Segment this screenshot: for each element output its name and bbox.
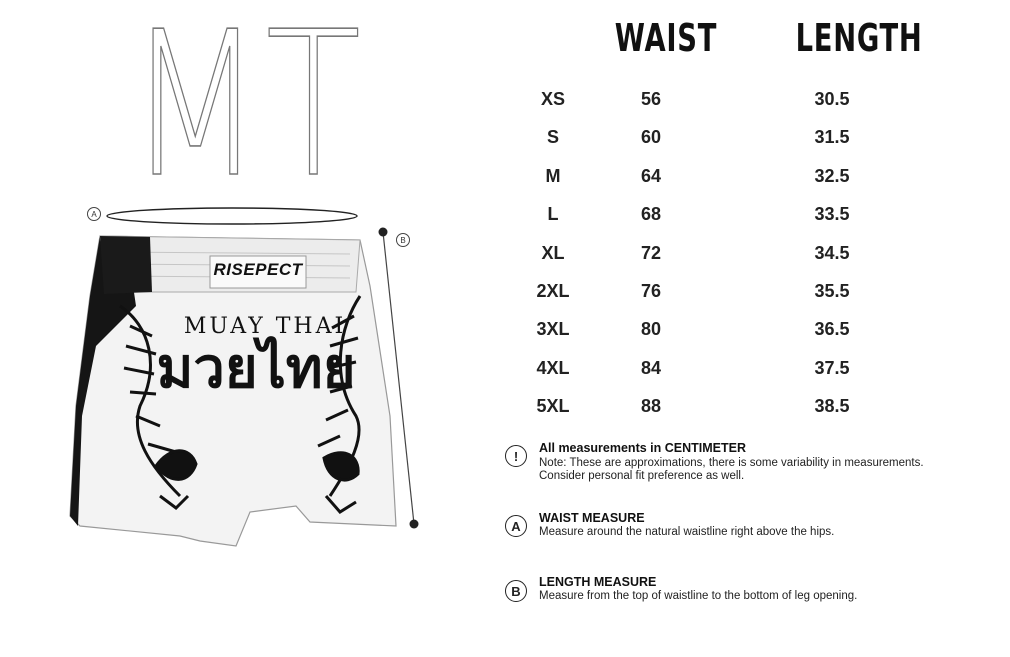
cell-length: 32.5 — [814, 166, 850, 186]
cell-size: 2XL — [536, 281, 570, 301]
cell-length: 33.5 — [814, 204, 850, 224]
waist-note-text: Measure around the natural waistline right above the hips. — [539, 526, 835, 538]
brand-label: RISEPECT — [213, 260, 303, 279]
cell-waist: 76 — [640, 281, 662, 301]
info-note-line2: Consider personal fit preference as well. — [539, 470, 745, 482]
cell-waist: 80 — [640, 319, 662, 339]
length-note-text: Measure from the top of waistline to the bottom of leg opening. — [539, 590, 858, 602]
cell-size: M — [545, 166, 561, 186]
length-note-title: LENGTH MEASURE — [539, 575, 657, 589]
cell-size: 3XL — [536, 319, 570, 339]
marker-a: A — [87, 207, 101, 221]
length-bottom-dot — [410, 520, 419, 529]
cell-size: 4XL — [536, 358, 570, 378]
cell-size: 5XL — [536, 396, 570, 416]
marker-b: B — [396, 233, 410, 247]
waist-note-title: WAIST MEASURE — [539, 511, 645, 525]
info-note-line1: Note: These are approximations, there is some variability in measurements. — [539, 457, 924, 469]
cell-length: 36.5 — [814, 319, 850, 339]
cell-length: 37.5 — [814, 358, 850, 378]
waist-note-icon: A — [505, 515, 527, 537]
cell-size: L — [547, 204, 559, 224]
cell-waist: 56 — [640, 89, 662, 109]
cell-waist: 88 — [640, 396, 662, 416]
cell-length: 35.5 — [814, 281, 850, 301]
cell-size: XL — [541, 243, 565, 263]
shorts-text-thai: มวยไทย — [156, 336, 356, 401]
waistband-black-section — [100, 236, 152, 294]
cell-size: S — [546, 127, 559, 147]
shorts-text-latin: MUAY THAI — [183, 314, 347, 339]
waist-measure-ellipse — [107, 208, 357, 224]
info-note-title: All measurements in CENTIMETER — [539, 441, 746, 455]
cell-length: 30.5 — [814, 89, 850, 109]
cell-waist: 72 — [640, 243, 662, 263]
shorts-illustration — [60, 196, 440, 556]
cell-waist: 84 — [640, 358, 662, 378]
cell-length: 34.5 — [814, 243, 850, 263]
cell-waist: 68 — [640, 204, 662, 224]
cell-waist: 64 — [640, 166, 662, 186]
cell-waist: 60 — [640, 127, 662, 147]
waist-header: WAIST — [614, 16, 718, 60]
page-title: MT — [128, 0, 365, 222]
cell-size: XS — [540, 89, 565, 109]
info-icon: ! — [505, 445, 527, 467]
length-top-dot — [379, 228, 388, 237]
cell-length: 31.5 — [814, 127, 850, 147]
length-header: LENGTH — [795, 16, 923, 60]
length-note-icon: B — [505, 580, 527, 602]
cell-length: 38.5 — [814, 396, 850, 416]
